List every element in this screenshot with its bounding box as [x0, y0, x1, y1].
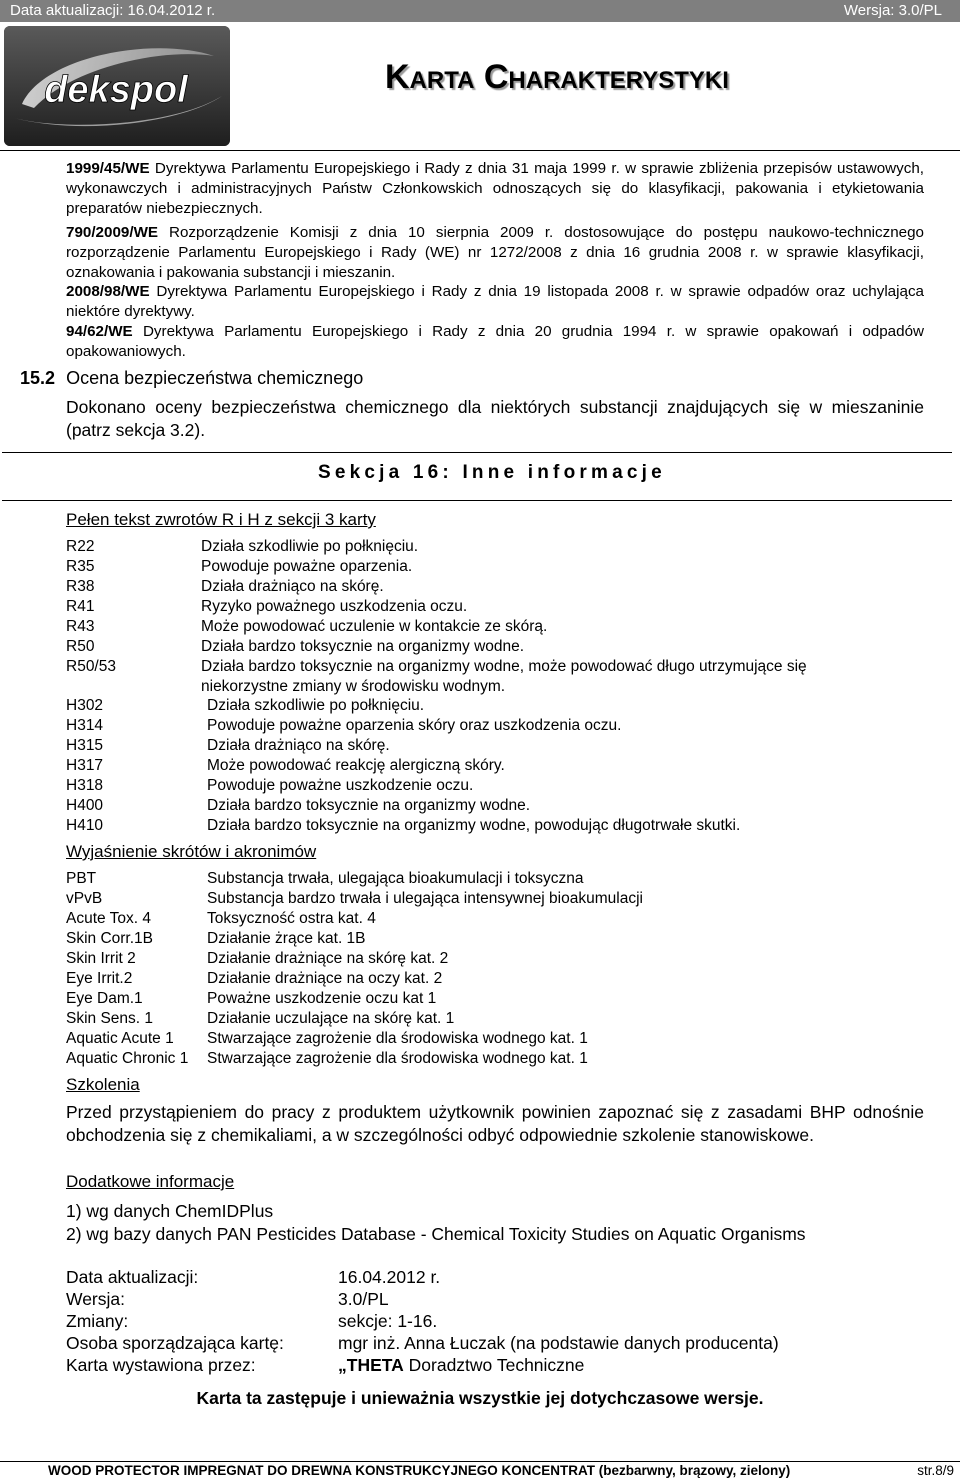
meta-block: [66, 1267, 926, 1377]
header-divider: [0, 150, 960, 151]
list-item: Eye Irrit.2 Działanie drażniące na oczy kat. 2: [66, 970, 443, 987]
regulation-code: 790/2009/WE: [66, 224, 159, 241]
list-item: niekorzystne zmiany w środowisku wodnym.: [201, 678, 506, 695]
list-item: Aquatic Chronic 1 Stwarzające zagrożenie dla środowiska wodnego kat. 1: [66, 1050, 588, 1067]
section-16-title: Sekcja 16: Inne informacje: [318, 462, 666, 483]
regulation-2008-98: [66, 282, 924, 322]
logo-swoosh-icon: [4, 26, 230, 146]
section-16-top-rule: [2, 452, 952, 453]
meta-row: Data aktualizacji: 16.04.2012 r.: [66, 1267, 441, 1287]
list-item: H314 Powoduje poważne oparzenia skóry oraz uszkodzenia oczu.: [66, 717, 622, 734]
r-phrases-list: [66, 538, 926, 698]
regulation-code: 2008/98/WE: [66, 283, 150, 300]
meta-row: Wersja: 3.0/PL: [66, 1289, 389, 1309]
meta-row: Karta wystawiona przez: „THETA Doradztwo Techniczne: [66, 1355, 585, 1375]
regulation-text: Rozporządzenie Komisji z dnia 10 sierpnia 2009 r. dostosowujące do postępu naukowo-technicznego rozporządzenie Parlamentu Europejskiego i Rady (WE) nr 1272/2008 z dnia 16 grudnia 2008 r. w sprawie klasyfikacji, oznakowania i pakowania substancji i mieszanin.: [66, 224, 924, 281]
section-16-bottom-rule: [2, 500, 952, 501]
footer-product: WOOD PROTECTOR IMPREGNAT DO DREWNA KONSTRUKCYJNEGO KONCENTRAT (bezbarwny, brązowy, zielony): [48, 1463, 791, 1478]
list-item: H400 Działa bardzo toksycznie na organizmy wodne.: [66, 797, 531, 814]
header-version: Wersja: 3.0/PL: [843, 2, 942, 19]
list-item: H410 Działa bardzo toksycznie na organizmy wodne, powodując długotrwałe skutki.: [66, 817, 741, 834]
regulation-code: 1999/45/WE: [66, 160, 150, 177]
logo-text: dekspol: [44, 69, 188, 111]
h-phrases-list: [66, 697, 926, 837]
section-number: 15.2: [20, 368, 56, 388]
list-item: Skin Corr.1B Działanie żrące kat. 1B: [66, 930, 366, 947]
abbreviations-list: [66, 870, 926, 1070]
additional-heading: Dodatkowe informacje: [66, 1172, 235, 1191]
additional-list: [66, 1200, 806, 1246]
list-item: PBT Substancja trwała, ulegająca bioakumulacji i toksyczna: [66, 870, 584, 887]
header-updated: Data aktualizacji: 16.04.2012 r.: [10, 2, 216, 19]
list-item: Skin Irrit 2 Działanie drażniące na skórę kat. 2: [66, 950, 449, 967]
regulation-790-2009: [66, 223, 924, 283]
meta-row: Zmiany: sekcje: 1-16.: [66, 1311, 438, 1331]
regulation-text: Dyrektywa Parlamentu Europejskiego i Rady z dnia 20 grudnia 1994 r. w sprawie opakowań i odpadów opakowaniowych.: [66, 323, 924, 360]
footer-page: str.8/9: [917, 1463, 954, 1478]
list-item: Acute Tox. 4 Toksyczność ostra kat. 4: [66, 910, 376, 927]
list-item: H318 Powoduje poważne uszkodzenie oczu.: [66, 777, 474, 794]
list-item: H302 Działa szkodliwie po połknięciu.: [66, 697, 425, 714]
header-bar: [0, 0, 960, 22]
list-item: Aquatic Acute 1 Stwarzające zagrożenie dla środowiska wodnego kat. 1: [66, 1030, 588, 1047]
regulation-text: Dyrektywa Parlamentu Europejskiego i Rady z dnia 19 listopada 2008 r. w sprawie odpadów oraz uchylająca niektóre dyrektywy.: [66, 283, 924, 320]
list-item: H317 Może powodować reakcję alergiczną skóry.: [66, 757, 505, 774]
list-item: R50/53 Działa bardzo toksycznie na organizmy wodne, może powodować długo utrzymujące się: [66, 658, 807, 675]
list-item: R41 Ryzyko poważnego uszkodzenia oczu.: [66, 598, 468, 615]
list-item: Eye Dam.1 Poważne uszkodzenie oczu kat 1: [66, 990, 437, 1007]
section-title: Ocena bezpieczeństwa chemicznego: [66, 368, 364, 388]
list-item: R38 Działa drażniąco na skórę.: [66, 578, 384, 595]
regulation-code: 94/62/WE: [66, 323, 133, 340]
list-item: R43 Może powodować uczulenie w kontakcie ze skórą.: [66, 618, 548, 635]
section-15-2-text: Dokonano oceny bezpieczeństwa chemicznego dla niektórych substancji znajdujących się w mieszaninie (patrz sekcja 3.2).: [66, 397, 924, 440]
page-title: Karta Charakterystyki: [385, 58, 729, 96]
section-15-2-heading: [20, 368, 363, 389]
list-item: R50 Działa bardzo toksycznie na organizmy wodne.: [66, 638, 525, 655]
r-h-heading: Pełen tekst zwrotów R i H z sekcji 3 karty: [66, 510, 376, 529]
training-text: Przed przystąpieniem do pracy z produktem użytkownik powinien zapoznać się z zasadami BHP odnośnie obchodzenia się z chemikaliami, a w szczególności odbyć odpowiednie szkolenie stanowiskowe.: [66, 1102, 924, 1145]
training-heading: Szkolenia: [66, 1075, 140, 1094]
list-item: 1) wg danych ChemIDPlus: [66, 1201, 274, 1221]
footer-divider: [0, 1461, 960, 1462]
list-item: H315 Działa drażniąco na skórę.: [66, 737, 390, 754]
regulation-94-62: [66, 322, 924, 362]
abbr-heading: Wyjaśnienie skrótów i akronimów: [66, 842, 317, 861]
regulation-1999-45: [66, 159, 924, 219]
list-item: R22 Działa szkodliwie po połknięciu.: [66, 538, 419, 555]
list-item: Skin Sens. 1 Działanie uczulające na skórę kat. 1: [66, 1010, 455, 1027]
meta-row: Osoba sporządzająca kartę: mgr inż. Anna Łuczak (na podstawie danych producenta): [66, 1333, 779, 1353]
regulation-text: Dyrektywa Parlamentu Europejskiego i Rady z dnia 31 maja 1999 r. w sprawie zbliżenia przepisów ustawowych, wykonawczych i administracyjnych Państw Członkowskich odnoszących się do klasyfikacji, pakowania i etykietowania preparatów niebezpiecznych.: [66, 160, 924, 217]
replaces-note: Karta ta zastępuje i unieważnia wszystkie jej dotychczasowe wersje.: [196, 1388, 764, 1408]
list-item: 2) wg bazy danych PAN Pesticides Database - Chemical Toxicity Studies on Aquatic Organisms: [66, 1224, 806, 1244]
list-item: R35 Powoduje poważne oparzenia.: [66, 558, 413, 575]
list-item: vPvB Substancja bardzo trwała i ulegająca intensywnej bioakumulacji: [66, 890, 643, 907]
dekspol-logo: [4, 26, 230, 146]
